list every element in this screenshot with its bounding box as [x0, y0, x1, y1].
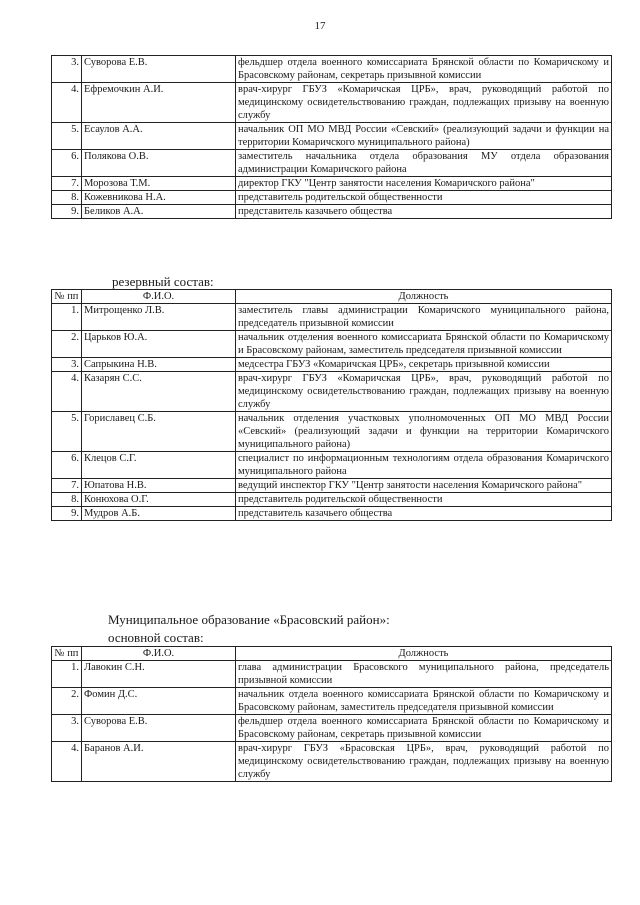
table-header-row [52, 290, 612, 304]
table-row [52, 56, 612, 83]
header-name: Ф.И.О. [82, 647, 236, 661]
municipality-heading: Муниципальное образование «Брасовский район»: [108, 612, 390, 627]
row-number: 9. [52, 205, 82, 219]
row-number: 7. [52, 479, 82, 493]
member-name: Есаулов А.А. [82, 123, 236, 150]
member-position: заместитель главы администрации Комаричского муниципального района, председатель призывной комиссии [236, 304, 612, 331]
table-row [52, 150, 612, 177]
member-position: врач-хирург ГБУЗ «Комаричская ЦРБ», врач, руководящий работой по медицинскому освидетельствованию граждан, подлежащих призыву на военную службу [236, 372, 612, 412]
row-number: 3. [52, 715, 82, 742]
table-row [52, 191, 612, 205]
member-name: Конюхова О.Г. [82, 493, 236, 507]
member-name: Беликов А.А. [82, 205, 236, 219]
member-name: Ефремочкин А.И. [82, 83, 236, 123]
row-number: 4. [52, 83, 82, 123]
member-position: фельдшер отдела военного комиссариата Брянской области по Комаричскому и Брасовскому районам, секретарь призывной комиссии [236, 715, 612, 742]
member-position: представитель родительской общественности [236, 191, 612, 205]
member-name: Фомин Д.С. [82, 688, 236, 715]
table-row [52, 358, 612, 372]
member-name: Казарян С.С. [82, 372, 236, 412]
table-row [52, 715, 612, 742]
member-position: фельдшер отдела военного комиссариата Брянской области по Комаричскому и Брасовскому районам, секретарь призывной комиссии [236, 56, 612, 83]
main-composition-heading: основной состав: [108, 630, 204, 645]
member-position: представитель казачьего общества [236, 205, 612, 219]
row-number: 6. [52, 150, 82, 177]
row-number: 9. [52, 507, 82, 521]
member-position: медсестра ГБУЗ «Комаричская ЦРБ», секретарь призывной комиссии [236, 358, 612, 372]
header-position: Должность [236, 290, 612, 304]
page-number: 17 [314, 20, 326, 32]
commission-table-komarichsky-reserve [51, 289, 612, 521]
member-name: Митрощенко Л.В. [82, 304, 236, 331]
header-num: № пп [52, 647, 82, 661]
table-row [52, 123, 612, 150]
row-number: 3. [52, 56, 82, 83]
member-position: представитель родительской общественности [236, 493, 612, 507]
row-number: 8. [52, 493, 82, 507]
table-row [52, 304, 612, 331]
member-name: Кожевникова Н.А. [82, 191, 236, 205]
table-row [52, 177, 612, 191]
member-name: Юпатова Н.В. [82, 479, 236, 493]
table-row [52, 412, 612, 452]
row-number: 1. [52, 304, 82, 331]
row-number: 5. [52, 123, 82, 150]
member-position: начальник отдела военного комиссариата Брянской области по Комаричскому и Брасовскому районам, заместитель председателя призывной комиссии [236, 688, 612, 715]
member-position: врач-хирург ГБУЗ «Брасовская ЦРБ», врач, руководящий работой по медицинскому освидетельствованию граждан, подлежащих призыву на военную службу [236, 742, 612, 782]
member-name: Суворова Е.В. [82, 56, 236, 83]
row-number: 2. [52, 331, 82, 358]
table-row [52, 507, 612, 521]
table-row [52, 661, 612, 688]
member-position: ведущий инспектор ГКУ "Центр занятости населения Комаричского района" [236, 479, 612, 493]
member-name: Гориславец С.Б. [82, 412, 236, 452]
table-row [52, 205, 612, 219]
member-position: начальник отделения участковых уполномоченных ОП МО МВД России «Севский» (реализующий задачи и функции на территории Комаричского муниципального района) [236, 412, 612, 452]
member-position: глава администрации Брасовского муниципального района, председатель призывной комиссии [236, 661, 612, 688]
table-row [52, 493, 612, 507]
table-row [52, 83, 612, 123]
header-position: Должность [236, 647, 612, 661]
table-header-row [52, 647, 612, 661]
member-name: Баранов А.И. [82, 742, 236, 782]
row-number: 6. [52, 452, 82, 479]
row-number: 3. [52, 358, 82, 372]
member-position: специалист по информационным технологиям отдела образования Комаричского муниципального района [236, 452, 612, 479]
member-name: Лавокин С.Н. [82, 661, 236, 688]
member-position: начальник ОП МО МВД России «Севский» (реализующий задачи и функции на территории Комаричского муниципального района) [236, 123, 612, 150]
table-row [52, 331, 612, 358]
row-number: 4. [52, 742, 82, 782]
row-number: 7. [52, 177, 82, 191]
row-number: 1. [52, 661, 82, 688]
member-name: Клецов С.Г. [82, 452, 236, 479]
member-name: Суворова Е.В. [82, 715, 236, 742]
row-number: 5. [52, 412, 82, 452]
member-name: Мудров А.Б. [82, 507, 236, 521]
commission-table-komarichsky-main [51, 55, 612, 219]
member-name: Сапрыкина Н.В. [82, 358, 236, 372]
member-name: Царьков Ю.А. [82, 331, 236, 358]
table-row [52, 479, 612, 493]
member-name: Морозова Т.М. [82, 177, 236, 191]
row-number: 2. [52, 688, 82, 715]
row-number: 4. [52, 372, 82, 412]
member-position: заместитель начальника отдела образования МУ отдела образования администрации Комаричского района [236, 150, 612, 177]
member-position: представитель казачьего общества [236, 507, 612, 521]
table-row [52, 372, 612, 412]
member-name: Полякова О.В. [82, 150, 236, 177]
header-num: № пп [52, 290, 82, 304]
table-row [52, 452, 612, 479]
reserve-heading: резервный состав: [112, 274, 214, 289]
header-name: Ф.И.О. [82, 290, 236, 304]
member-position: врач-хирург ГБУЗ «Комаричская ЦРБ», врач, руководящий работой по медицинскому освидетельствованию граждан, подлежащих призыву на военную службу [236, 83, 612, 123]
table-row [52, 742, 612, 782]
member-position: директор ГКУ "Центр занятости населения Комаричского района" [236, 177, 612, 191]
commission-table-brasovsky-main [51, 646, 612, 782]
member-position: начальник отделения военного комиссариата Брянской области по Комаричскому и Брасовскому районам, заместитель председателя призывной комиссии [236, 331, 612, 358]
table-row [52, 688, 612, 715]
row-number: 8. [52, 191, 82, 205]
